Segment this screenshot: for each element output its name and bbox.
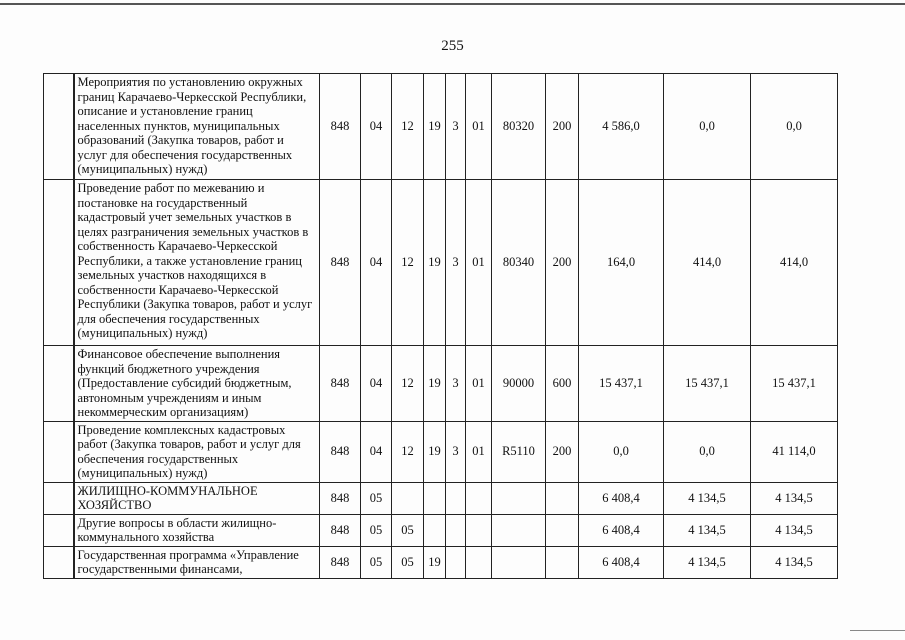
amount-year-2: 0,0 (664, 421, 751, 482)
table-row (44, 74, 838, 180)
direction-code (492, 482, 546, 514)
table-row (44, 421, 838, 482)
subsection-code (392, 482, 424, 514)
amount-year-1: 6 408,4 (579, 546, 664, 578)
table-row (44, 482, 838, 514)
amount-year-3: 15 437,1 (751, 346, 838, 422)
activity-code (466, 546, 492, 578)
table-row (44, 346, 838, 422)
amount-year-1: 4 586,0 (579, 74, 664, 180)
direction-code (492, 546, 546, 578)
table-row (44, 180, 838, 346)
amount-year-3: 4 134,5 (751, 482, 838, 514)
expense-type-code (546, 546, 579, 578)
row-number-cell (44, 546, 74, 578)
scan-top-border (0, 3, 905, 5)
program-code (424, 514, 446, 546)
section-code: 04 (361, 421, 392, 482)
expense-type-code (546, 514, 579, 546)
program-code: 19 (424, 421, 446, 482)
ministry-code: 848 (320, 514, 361, 546)
subsection-code: 12 (392, 180, 424, 346)
ministry-code: 848 (320, 421, 361, 482)
ministry-code: 848 (320, 74, 361, 180)
subprogram-code: 3 (446, 180, 466, 346)
item-name: Государственная программа «Управление государственными финансами, (74, 546, 320, 578)
subprogram-code (446, 482, 466, 514)
row-number-cell (44, 421, 74, 482)
ministry-code: 848 (320, 482, 361, 514)
section-code: 04 (361, 180, 392, 346)
subprogram-code (446, 514, 466, 546)
row-number-cell (44, 74, 74, 180)
subprogram-code: 3 (446, 421, 466, 482)
expense-type-code: 200 (546, 421, 579, 482)
item-name: Проведение работ по межеванию и постановке на государственный кадастровый учет земельных участков в целях разграничения земельных участков в собственность Карачаево-Черкесской Республики, а также установление границ земельных участков находящихся в собственности Карачаево-Черкесской Республики (Закупка товаров, работ и услуг для обеспечения государственных (муниципальных) нужд) (74, 180, 320, 346)
program-code (424, 482, 446, 514)
section-code: 04 (361, 74, 392, 180)
item-name: Мероприятия по установлению окружных границ Карачаево-Черкесской Республики, описание и установление границ населенных пунктов, муниципальных образований (Закупка товаров, работ и услуг для обеспечения государственных (муниципальных) нужд) (74, 74, 320, 180)
activity-code (466, 482, 492, 514)
row-number-cell (44, 482, 74, 514)
ministry-code: 848 (320, 180, 361, 346)
item-name: ЖИЛИЩНО-КОММУНАЛЬНОЕ ХОЗЯЙСТВО (74, 482, 320, 514)
item-name: Финансовое обеспечение выполнения функций бюджетного учреждения (Предоставление субсидий бюджетным, автономным учреждениям и иным некоммерческим организациям) (74, 346, 320, 422)
subsection-code: 05 (392, 546, 424, 578)
section-code: 05 (361, 514, 392, 546)
direction-code: 80340 (492, 180, 546, 346)
expense-type-code: 200 (546, 74, 579, 180)
section-code: 04 (361, 346, 392, 422)
amount-year-3: 414,0 (751, 180, 838, 346)
subprogram-code (446, 546, 466, 578)
amount-year-1: 6 408,4 (579, 514, 664, 546)
amount-year-2: 0,0 (664, 74, 751, 180)
budget-table (43, 73, 838, 579)
direction-code: 80320 (492, 74, 546, 180)
row-number-cell (44, 346, 74, 422)
item-name: Другие вопросы в области жилищно-коммунального хозяйства (74, 514, 320, 546)
ministry-code: 848 (320, 346, 361, 422)
subsection-code: 12 (392, 421, 424, 482)
expense-type-code: 200 (546, 180, 579, 346)
amount-year-3: 41 114,0 (751, 421, 838, 482)
amount-year-2: 15 437,1 (664, 346, 751, 422)
amount-year-1: 164,0 (579, 180, 664, 346)
subsection-code: 12 (392, 74, 424, 180)
program-code: 19 (424, 180, 446, 346)
amount-year-3: 4 134,5 (751, 546, 838, 578)
program-code: 19 (424, 546, 446, 578)
scan-bottom-mark (850, 630, 905, 631)
amount-year-3: 0,0 (751, 74, 838, 180)
expense-type-code (546, 482, 579, 514)
amount-year-1: 6 408,4 (579, 482, 664, 514)
activity-code (466, 514, 492, 546)
amount-year-2: 4 134,5 (664, 514, 751, 546)
amount-year-1: 15 437,1 (579, 346, 664, 422)
activity-code: 01 (466, 180, 492, 346)
amount-year-1: 0,0 (579, 421, 664, 482)
row-number-cell (44, 514, 74, 546)
activity-code: 01 (466, 421, 492, 482)
subsection-code: 05 (392, 514, 424, 546)
section-code: 05 (361, 482, 392, 514)
direction-code: 90000 (492, 346, 546, 422)
amount-year-2: 414,0 (664, 180, 751, 346)
direction-code (492, 514, 546, 546)
program-code: 19 (424, 346, 446, 422)
ministry-code: 848 (320, 546, 361, 578)
activity-code: 01 (466, 74, 492, 180)
subsection-code: 12 (392, 346, 424, 422)
amount-year-3: 4 134,5 (751, 514, 838, 546)
activity-code: 01 (466, 346, 492, 422)
amount-year-2: 4 134,5 (664, 546, 751, 578)
amount-year-2: 4 134,5 (664, 482, 751, 514)
item-name: Проведение комплексных кадастровых работ (Закупка товаров, работ и услуг для обеспечения государственных (муниципальных) нужд) (74, 421, 320, 482)
table-row (44, 546, 838, 578)
table-row (44, 514, 838, 546)
row-number-cell (44, 180, 74, 346)
program-code: 19 (424, 74, 446, 180)
direction-code: R5110 (492, 421, 546, 482)
expense-type-code: 600 (546, 346, 579, 422)
subprogram-code: 3 (446, 74, 466, 180)
page-number: 255 (441, 38, 464, 54)
subprogram-code: 3 (446, 346, 466, 422)
section-code: 05 (361, 546, 392, 578)
